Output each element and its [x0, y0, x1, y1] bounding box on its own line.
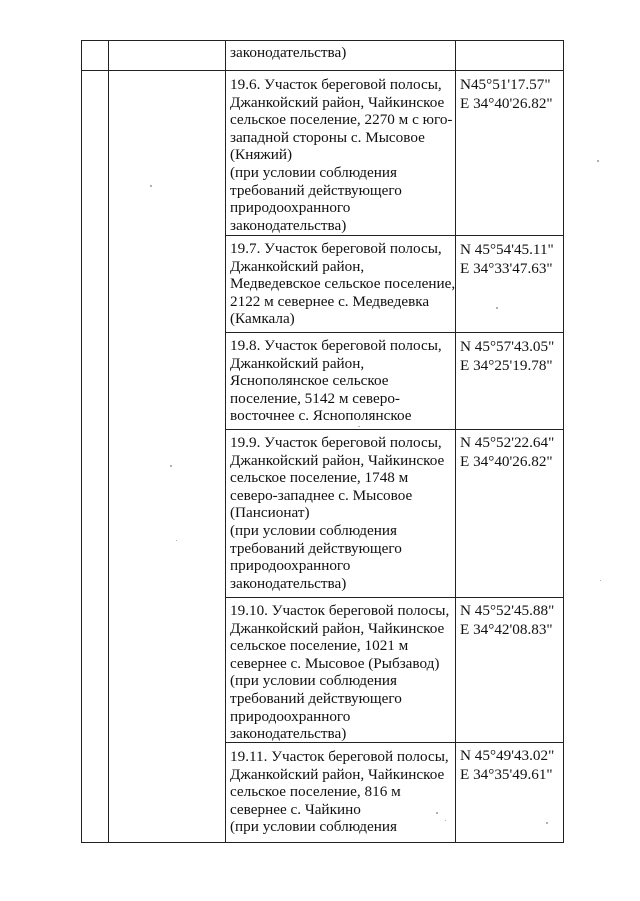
scan-speck	[496, 307, 498, 309]
table-border-bottom	[81, 842, 564, 843]
table-border-left	[81, 40, 82, 843]
scan-speck	[546, 822, 548, 824]
scan-speck	[150, 185, 152, 187]
scan-speck	[445, 820, 446, 821]
row-0-description: законодательства)	[230, 44, 347, 61]
scan-speck	[170, 465, 172, 467]
row-19-10-coord-e: E 34°42'08.83"	[460, 621, 553, 638]
table-col-divider-2	[225, 40, 226, 843]
table-row-divider-3	[225, 429, 564, 430]
row-19-6-coord-e: E 34°40'26.82"	[460, 95, 553, 112]
table-row-divider-1	[225, 235, 564, 236]
table-row-divider-4	[225, 597, 564, 598]
table-col-divider-1	[108, 40, 109, 843]
scan-speck	[358, 426, 360, 427]
table-border-top	[81, 40, 564, 41]
row-19-11-coord-n: N 45°49'43.02"	[460, 747, 555, 764]
row-19-8-coord-e: E 34°25'19.78"	[460, 357, 553, 374]
table-row-divider-0	[81, 70, 564, 71]
row-19-9-coord-n: N 45°52'22.64"	[460, 434, 555, 451]
row-19-10-description: 19.10. Участок береговой полосы, Джанкойский район, Чайкинское сельское поселение, 1021 м севернее с. Мысовое (Рыбзавод) (при условии соблюдения требований действующего природоохранного законодательства)	[230, 602, 450, 743]
scan-speck	[600, 580, 601, 581]
row-19-10-coord-n: N 45°52'45.88"	[460, 602, 555, 619]
scan-speck	[176, 540, 177, 541]
table-col-divider-3	[455, 40, 456, 843]
row-19-6-coord-n: N45°51'17.57"	[460, 76, 551, 93]
row-19-6-description: 19.6. Участок береговой полосы, Джанкойский район, Чайкинское сельское поселение, 2270 м с юго- западной стороны с. Мысовое (Княжий) (при условии соблюдения требований действующего природоохранного законодательства)	[230, 76, 453, 234]
row-19-8-coord-n: N 45°57'43.05"	[460, 338, 555, 355]
row-19-9-description: 19.9. Участок береговой полосы, Джанкойский район, Чайкинское сельское поселение, 1748 м северо-западнее с. Мысовое (Пансионат) (при условии соблюдения требований действующего природоохранного законодательства)	[230, 434, 445, 592]
row-19-7-description: 19.7. Участок береговой полосы, Джанкойский район, Медведевское сельское поселение, 2122 м севернее с. Медведевка (Камкала)	[230, 240, 456, 328]
table-row-divider-2	[225, 332, 564, 333]
row-19-8-description: 19.8. Участок береговой полосы, Джанкойский район, Яснополянское сельское поселение, 5142 м северо- восточнее с. Яснополянское	[230, 337, 442, 425]
table-border-right	[563, 40, 564, 843]
row-19-11-coord-e: E 34°35'49.61"	[460, 766, 553, 783]
row-19-7-coord-e: E 34°33'47.63"	[460, 260, 553, 277]
row-19-11-description: 19.11. Участок береговой полосы, Джанкойский район, Чайкинское сельское поселение, 816 м севернее с. Чайкино (при условии соблюдения	[230, 748, 449, 836]
scan-speck	[597, 160, 599, 162]
row-19-7-coord-n: N 45°54'45.11"	[460, 241, 554, 258]
scan-speck	[436, 812, 438, 814]
row-19-9-coord-e: E 34°40'26.82"	[460, 453, 553, 470]
